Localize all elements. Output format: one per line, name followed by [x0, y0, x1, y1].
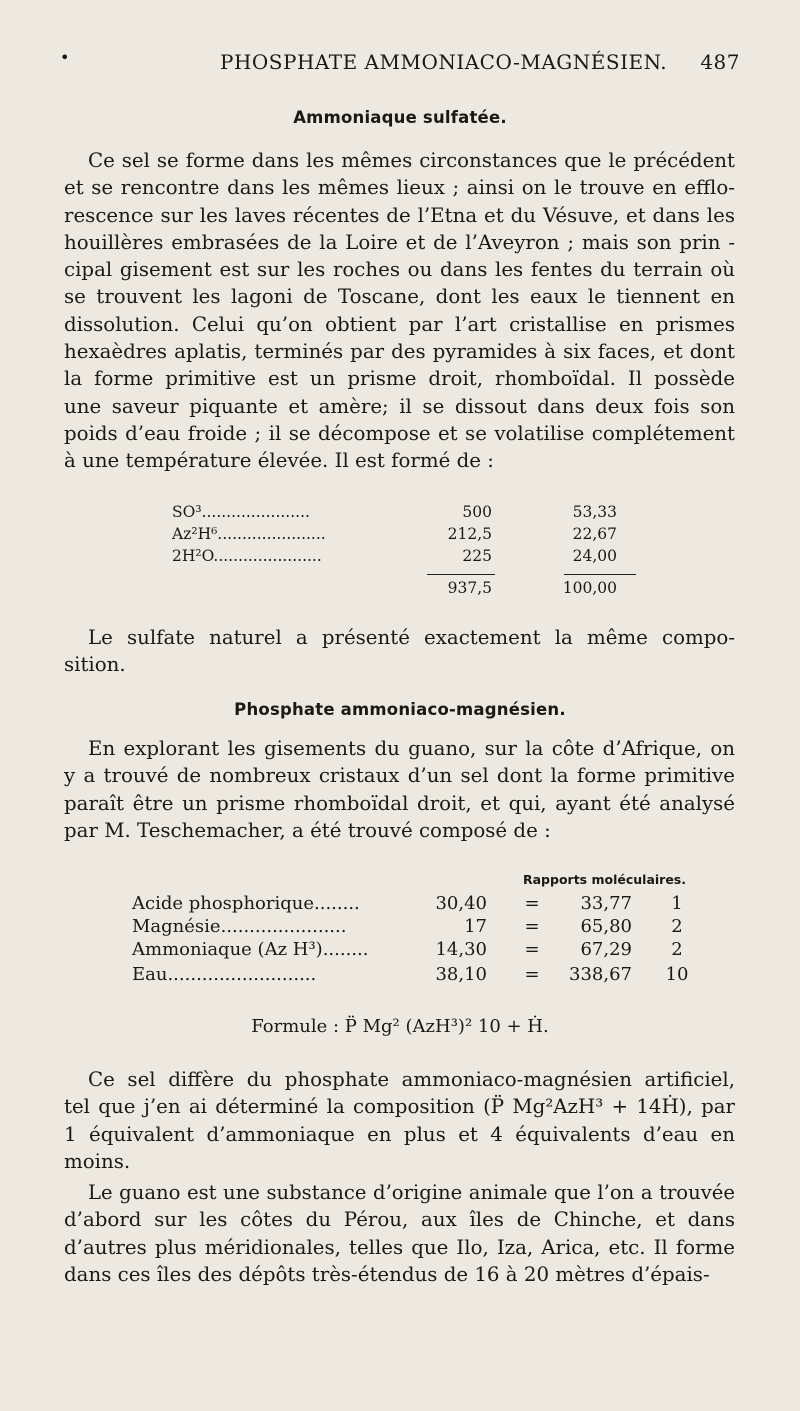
text-line: cipal gisement est sur les roches ou dans les fentes du terrain où — [64, 258, 735, 282]
equals-sign: = — [524, 893, 540, 914]
text-line: poids d’eau froide ; il se décompose et se volatilise complétement — [64, 421, 735, 445]
text-line: y a trouvé de nombreux cristaux d’un sel dont la forme primitive — [64, 764, 735, 788]
equals-sign: = — [524, 916, 540, 937]
composition-percent: 53,33 — [572, 503, 617, 521]
text-line: à une température élevée. Il est formé de : — [64, 449, 494, 473]
analysis-row — [132, 939, 732, 965]
analysis-ratio: 33,77 — [580, 893, 632, 914]
text-line: Le guano est une substance d’origine animale que l’on a trouvée — [88, 1181, 735, 1204]
running-head-title: PHOSPHATE AMMONIACO-MAGNÉSIEN. — [220, 50, 668, 74]
composition-value: 500 — [462, 503, 492, 521]
paragraph-sulfate-naturel — [64, 624, 735, 679]
composition-total-value: 937,5 — [447, 579, 492, 597]
text-line: tel que j’en ai déterminé la composition (P̈ Mg²AzH³ + 14Ḣ), par — [64, 1095, 735, 1119]
text-line: Ce sel se forme dans les mêmes circonstances que le précédent — [88, 149, 735, 172]
page-number: 487 — [700, 50, 740, 74]
analysis-label: Eau.......................... — [132, 964, 317, 985]
text-line: dans ces îles des dépôts très-étendus de 16 à 20 mètres d’épais- — [64, 1262, 710, 1286]
analysis-ratio: 65,80 — [580, 916, 632, 937]
analysis-count: 2 — [671, 939, 683, 960]
analysis-value: 30,40 — [435, 893, 487, 914]
analysis-value: 14,30 — [435, 939, 487, 960]
text-line: rescence sur les laves récentes de l’Etna et du Vésuve, et dans les — [64, 203, 735, 227]
running-head — [60, 50, 740, 78]
text-line: et se rencontre dans les mêmes lieux ; ainsi on le trouve en efflo- — [64, 176, 735, 200]
analysis-label: Magnésie...................... — [132, 916, 347, 937]
text-line: sition. — [64, 653, 126, 677]
section-title-ammoniaque-sulfatee: Ammoniaque sulfatée. — [293, 108, 507, 127]
analysis-table — [132, 893, 732, 1003]
paragraph-guano-description — [64, 1179, 735, 1288]
analysis-count: 10 — [665, 964, 689, 985]
analysis-label: Ammoniaque (Az H³)........ — [132, 939, 369, 960]
equals-sign: = — [524, 964, 540, 985]
text-line: d’autres plus méridionales, telles que Ilo, Iza, Arica, etc. Il forme — [64, 1235, 735, 1259]
analysis-ratio: 67,29 — [580, 939, 632, 960]
analysis-count: 1 — [671, 893, 683, 914]
text-line: 1 équivalent d’ammoniaque en plus et 4 équivalents d’eau en — [64, 1122, 735, 1146]
composition-percent: 24,00 — [572, 547, 617, 565]
formula-line: Formule : P̈ Mg² (AzH³)² 10 + Ḣ. — [251, 1016, 549, 1037]
text-line: moins. — [64, 1149, 131, 1173]
analysis-value: 17 — [464, 916, 487, 937]
analysis-value: 38,10 — [435, 964, 487, 985]
analysis-ratio: 338,67 — [569, 964, 632, 985]
section-title-phosphate: Phosphate ammoniaco-magnésien. — [234, 700, 566, 719]
text-line: houillères embrasées de la Loire et de l’Aveyron ; mais son prin - — [64, 230, 735, 254]
text-line: dissolution. Celui qu’on obtient par l’art cristallise en prismes — [64, 312, 735, 336]
composition-label: SO³...................... — [172, 503, 310, 521]
paragraph-guano-exploration — [64, 735, 735, 844]
analysis-row — [132, 964, 732, 990]
composition-value: 225 — [462, 547, 492, 565]
composition-label: Az²H⁶...................... — [172, 525, 326, 543]
text-line: En explorant les gisements du guano, sur la côte d’Afrique, on — [88, 737, 735, 760]
equals-sign: = — [524, 939, 540, 960]
paragraph-phosphate-artificiel — [64, 1066, 735, 1175]
paragraph-sulfate-description — [64, 147, 735, 475]
text-line: paraît être un prisme rhomboïdal droit, et qui, ayant été analysé — [64, 791, 735, 815]
text-line: Ce sel diffère du phosphate ammoniaco-magnésien artificiel, — [88, 1068, 735, 1091]
text-line: hexaèdres aplatis, terminés par des pyramides à six faces, et dont — [64, 340, 735, 364]
composition-total-percent: 100,00 — [562, 579, 617, 597]
composition-value: 212,5 — [447, 525, 492, 543]
analysis-label: Acide phosphorique........ — [132, 893, 360, 914]
molecular-ratio-header: Rapports moléculaires. — [523, 872, 686, 887]
text-line: une saveur piquante et amère; il se dissout dans deux fois son — [64, 394, 735, 418]
text-line: se trouvent les lagoni de Toscane, dont les eaux le tiennent en — [64, 285, 735, 309]
text-line: la forme primitive est un prisme droit, rhomboïdal. Il possède — [64, 367, 735, 391]
sum-rule — [564, 574, 636, 575]
text-line: d’abord sur les côtes du Pérou, aux îles de Chinche, et dans — [64, 1208, 735, 1232]
running-head-mark: • — [60, 48, 70, 67]
text-line: Le sulfate naturel a présenté exactement la même compo- — [88, 626, 735, 649]
composition-table — [172, 503, 652, 613]
analysis-count: 2 — [671, 916, 683, 937]
sum-rule — [427, 574, 495, 575]
composition-percent: 22,67 — [572, 525, 617, 543]
text-line: par M. Teschemacher, a été trouvé composé de : — [64, 818, 551, 842]
composition-label: 2H²O...................... — [172, 547, 322, 565]
